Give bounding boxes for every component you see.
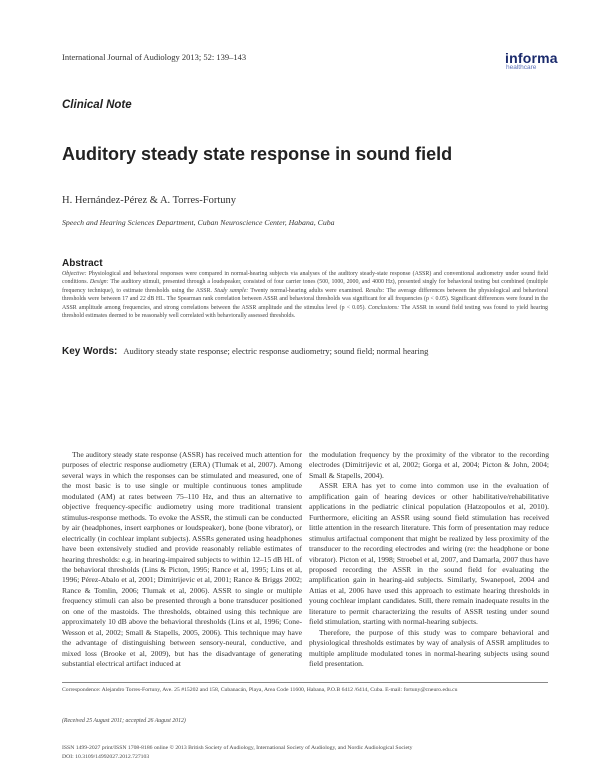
abstract-design: The auditory stimuli, presented through a loudspeaker, consisted of four carrier tones (500, 1000, 2000, and 4000 Hz), presented singly for behavioral testing but combined (multiple frequency technique), to estimate thresholds using the ASSR. (62, 279, 548, 294)
publisher-logo (505, 50, 565, 71)
logo-main-text: informa (505, 50, 558, 66)
keywords-label: Key Words: (62, 346, 118, 357)
affiliation: Speech and Hearing Sciences Department, Cuban Neuroscience Center, Habana, Cuba (62, 218, 335, 227)
section-label: Clinical Note (62, 99, 132, 111)
journal-citation: International Journal of Audiology 2013; 52: 139–143 (62, 52, 247, 62)
correspondence: Correspondence: Alejandro Torres-Fortuny, Ave. 25 #15202 and 158, Cubanacán, Playa, Area Code 11600, Habana, P.O.B 6412 /6414, Cuba. E-mail: fortuny@cneuro.edu.cu (62, 687, 458, 693)
article-title: Auditory steady state response in sound field (62, 144, 453, 164)
abstract-objective: Physiological and behavioral responses were compared in normal-hearing subjects via analyses of the auditory steady-state response (ASSR) and conventional audiometry under sound field conditions. (62, 271, 548, 286)
body-paragraph: the modulation frequency by the proximity of the vibrator to the recording electrodes (Dimitrijevic et al, 2002; Gorga et al, 2004; Picton & John, 2004; Small & Stapells, 2004). (309, 450, 549, 480)
body-column-right (309, 450, 549, 670)
abstract-sample-label: Study sample: (214, 287, 249, 294)
body-column-left (62, 450, 302, 670)
abstract-design-label: Design: (89, 279, 109, 286)
issn-block (62, 744, 552, 761)
doi-line: DOI: 10.3109/14992027.2012.727103 (62, 753, 150, 760)
received-dates: (Received 25 August 2011; accepted 26 August 2012) (62, 718, 186, 724)
abstract-heading: Abstract (62, 258, 103, 269)
abstract-objective-label: Objective: (62, 271, 87, 277)
issn-line: ISSN 1499-2027 print/ISSN 1708-8186 online © 2013 British Society of Audiology, International Society of Audiology, and Nordic Audiological Society (62, 745, 413, 751)
footer-divider (62, 682, 548, 683)
keywords-text: Auditory steady state response; electric response audiometry; sound field; normal hearing (123, 346, 429, 356)
abstract-text (62, 270, 548, 320)
body-paragraph: The auditory steady state response (ASSR) has received much attention for purposes of electric response audiometry (ERA) (Tlumak et al, 2007). Among several ways in which the responses can be stimulated and measured, one of the most basic is to use single or multiple continuous tones amplitude modulated (AM) at rates between 75–110 Hz, and thus an alternative to objective frequency-specific audiometry using more traditional transient stimulus-response methods. To evoke the ASSR, the stimuli can be conducted by air (headphones, insert earphones or loudspeaker), bone (bone vibrator), or electrically (in cochlear implant subjects). ASSRs generated using headphones have been extensively studied and provide reasonably reliable estimates of hearing thresholds: e.g. in hearing-impaired subjects to within 12–15 dB HL of the behavioral thresholds (Lins & Picton, 1995; Rance et al, 1995; Lins et al, 1996; Pérez-Abalo et al, 2001; Dimitrijevic et al, 2001; Rance & Briggs 2002; Rance & Tomlin, 2006; Tlumak et al, 2006). ASSR to single or multiple frequency stimuli can also be presented through a bone transducer positioned on one of the mastoids. The thresholds, obtained using this technique are approximately 10 dB above the behavioral thresholds (Lins et al, 1996; Cone-Wesson et al, 2002; Small & Stapells, 2005, 2006). This technique may have the advantage of distinguishing between sensory-neural, conductive, and mixed loss (Brooke et al, 2009), but has the disadvantage of generating substantial electrical artifact induced at (62, 450, 302, 669)
abstract-sample: Twenty normal-hearing adults were examined. (248, 287, 364, 294)
abstract-results-label: Results: (365, 287, 385, 294)
authors: H. Hernández-Pérez & A. Torres-Fortuny (62, 195, 237, 206)
keywords (62, 346, 552, 357)
abstract-conclusion: The ASSR in sound field testing was found to yield hearing threshold estimates deemed to be reasonably well correlated with behaviorally assessed thresholds. (62, 304, 548, 320)
abstract-conclusion-label: Conclusions: (368, 304, 400, 311)
abstract-results: The average differences between the physiological and behavioral thresholds were between 17 and 22 dB HL. The Spearman rank correlation between ASSR and behavioral thresholds was significant for all frequencies (p < 0.05). Significant differences were found in the ASSR amplitude among frequencies, and strong correlations between the ASSR amplitude and the stimulus level (p < 0.05). (62, 287, 548, 311)
body-paragraph: Therefore, the purpose of this study was to compare behavioral and physiological thresholds estimates by way of analysis of ASSR amplitudes to multiple amplitude modulated tones in normal-hearing subjects using sound field presentation. (309, 627, 549, 669)
logo-sub-text: healthcare (506, 64, 537, 71)
body-paragraph: ASSR ERA has yet to come into common use in the evaluation of amplification gain of hearing devices or other habilitative/rehabilitative applications in the pediatric clinical population (Hatzopoulos et al, 2010). Furthermore, eliciting an ASSR using sound field stimulation has received little attention in the research literature. This form of presentation may reduce stimulus artifactual component that might be realized by less proximity of the transducer to the recording electrodes and wiring (re: the headphone or bone vibrator). Picton et al, 1998; Stroebel et al, 2007, and Damarla, 2007 thus have proposed recording the ASSR in the sound field for evaluating the amplification gain in hearing-aid subjects. Similarly, Swanepoel, 2004 and Attias et al, 2006 have used this approach to estimate hearing thresholds in young cochlear implant candidates. Still, there remain inadequate results in the literature to permit characterizing the results of ASSR testing under sound field stimulation, starting with normal-hearing subjects. (309, 481, 549, 627)
